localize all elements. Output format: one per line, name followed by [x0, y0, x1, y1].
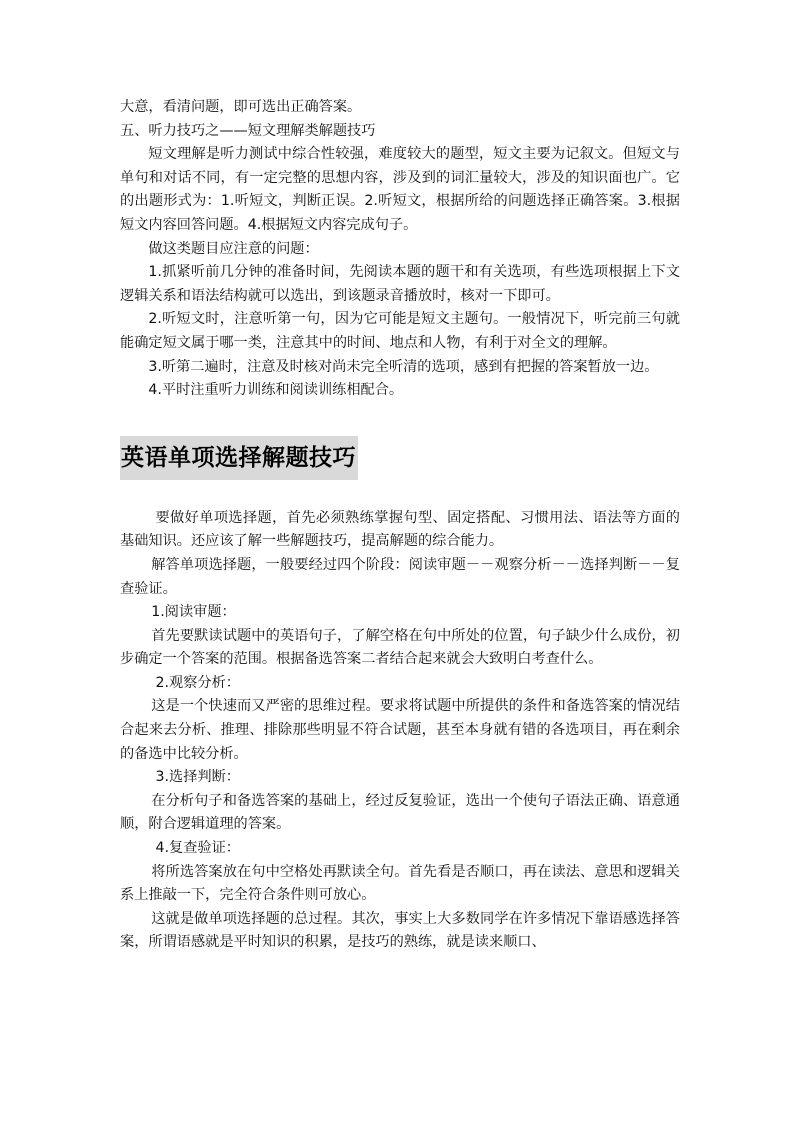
- heading-container: [120, 436, 680, 480]
- section-heading: 英语单项选择解题技巧: [120, 436, 358, 480]
- step-1-body: 首先要默读试题中的英语句子，了解空格在句中所处的位置，句子缺少什么成份，初步确定一个答案的范围。根据备选答案二者结合起来就会大致明白考查什么。: [120, 627, 680, 668]
- paragraph-attention-points: 做这类题目应注意的问题：: [148, 240, 319, 257]
- step-3-title: 3.选择判断：: [155, 769, 240, 786]
- tip-item-3: 3.听第二遍时，注意及时核对尚未完全听清的选项，感到有把握的答案暂放一边。: [148, 358, 659, 375]
- tip-item-1: 1.抓紧听前几分钟的准备时间，先阅读本题的题干和有关选项，有些选项根据上下文逻辑关系和语法结构就可以选出，到该题录音播放时，核对一下即可。: [120, 264, 680, 304]
- step-4-title: 4.复查验证：: [155, 840, 240, 857]
- tip-item-2: 2.听短文时，注意听第一句，因为它可能是短文主题句。一般情况下，听完前三句就能确定短文属于哪一类，注意其中的时间、地点和人物，有利于对全文的理解。: [120, 311, 680, 351]
- continued-line: 大意，看清问题，即可选出正确答案。: [120, 99, 362, 115]
- paragraph-intro: 要做好单项选择题，首先必须熟练掌握句型、固定搭配、习惯用法、语法等方面的基础知识。还应该了解一些解题技巧，提高解题的综合能力。: [120, 509, 680, 550]
- paragraph-four-stages: 解答单项选择题，一般要经过四个阶段：阅读审题－－观察分析－－选择判断－－复查验证。: [120, 556, 680, 597]
- paragraph-closing: 这就是做单项选择题的总过程。其次，事实上大多数同学在许多情况下靠语感选择答案，所谓语感就是平时知识的积累，是技巧的熟练，就是读来顺口、: [120, 910, 680, 951]
- document-body: [120, 96, 680, 955]
- tip-item-4: 4.平时注重听力训练和阅读训练相配合。: [148, 382, 404, 399]
- section-title-listening-tip-5: 五、听力技巧之——短文理解类解题技巧: [120, 122, 376, 139]
- step-3-body: 在分析句子和备选答案的基础上，经过反复验证，选出一个使句子语法正确、语意通顺，附合逻辑道理的答案。: [120, 792, 680, 833]
- step-2-title: 2.观察分析：: [155, 674, 240, 691]
- paragraph-short-passage-intro: 短文理解是听力测试中综合性较强，难度较大的题型，短文主要为记叙文。但短文与单句和对话不同，有一定完整的思想内容，涉及到的词汇量较大，涉及的知识面也广。它的出题形式为：1.听短文，判断正误。2.听短文，根据所给的问题选择正确答案。3.根据短文内容回答问题。4.根据短文内容完成句子。: [120, 146, 680, 233]
- step-4-body: 将所选答案放在句中空格处再默读全句。首先看是否顺口，再在读法、意思和逻辑关系上推敲一下，完全符合条件则可放心。: [120, 863, 680, 904]
- step-2-body: 这是一个快速而又严密的思维过程。要求将试题中所提供的条件和备选答案的情况结合起来去分析、推理、排除那些明显不符合试题，甚至本身就有错的各选项目，再在剩余的备选中比较分析。: [120, 698, 680, 762]
- step-1-title: 1.阅读审题：: [151, 604, 236, 621]
